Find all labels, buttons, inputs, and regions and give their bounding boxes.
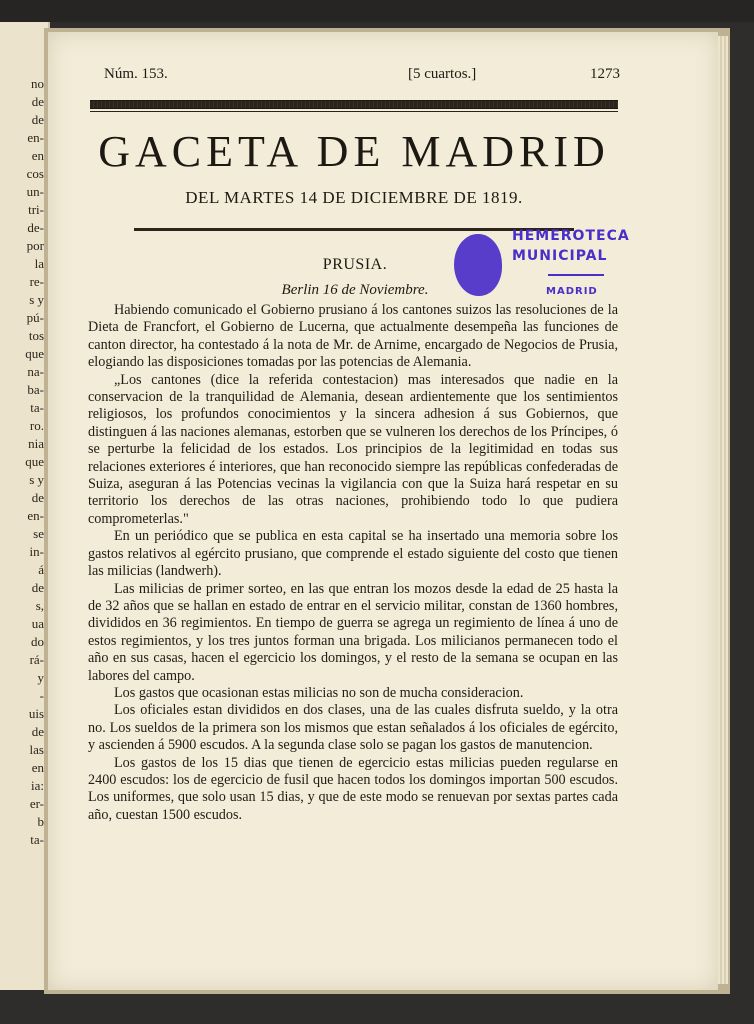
previous-page-fragment: tos [28, 328, 44, 343]
masthead-rule-thick [90, 100, 618, 109]
previous-page-fragment: uis [28, 706, 44, 721]
viewer-top-bar [0, 0, 754, 22]
previous-page-fragment: cos [26, 166, 44, 181]
stamp-bar [548, 274, 604, 276]
previous-page-edge [0, 22, 50, 990]
previous-page-fragment: ta- [30, 400, 44, 415]
article-dateline: Berlin 16 de Noviembre. [281, 282, 429, 298]
previous-page-fragment: de- [27, 220, 44, 235]
previous-page-fragment: ta- [30, 832, 44, 847]
previous-page-fragment: de [31, 112, 44, 127]
paragraph: Los gastos de los 15 dias que tienen de egercicio estas milicias pueden regularse en 2400 escudos: los de egercicio de fusil que hacen todos los domingos importan 500 escudos. Los uniformes, que solo usan 15 dias, y que de este modo se renuevan por sextas partes cada año, cuestan 1500 escudos. [88, 754, 618, 823]
paragraph: Los oficiales estan divididos en dos clases, una de las cuales disfruta sueldo, y la otra no. Los sueldos de la primera son los mismos que estan señalados á los oficiales de egército, y ascienden á 5900 escudos. A la segunda clase solo se pagan los gastos de manutencion. [88, 702, 618, 754]
previous-page-fragment: s y [29, 472, 44, 487]
previous-page-fragment: en- [27, 508, 44, 523]
previous-page-fragment: tri- [28, 202, 44, 217]
previous-page-fragment: no [31, 76, 44, 91]
previous-page-fragment: por [26, 238, 44, 253]
library-stamp [452, 224, 662, 302]
previous-page-fragment: do [31, 634, 44, 649]
stamp-line-2: MUNICIPAL [512, 248, 608, 264]
previous-page-fragment: rá- [29, 652, 44, 667]
previous-page-fragment: b [37, 814, 44, 829]
previous-page-fragment: ua [31, 616, 44, 631]
paragraph: Las milicias de primer sorteo, en las que entran los mozos desde la edad de 25 hasta la de 32 años que se hallan en estado de entrar en el servicio militar, constan de 1360 hombres, divididos en 36 regimientos. En tiempo de guerra se agrega un regimiento de línea á uno de estos regimientos, y los tres juntos forman una brigada. Los milicianos permanecen todo el año en sus casas, hacen el egercicio los domingos, y el resto de la semana se ocupan en las labores del campo. [88, 580, 618, 684]
article-body [88, 302, 618, 824]
previous-page-fragment: á [38, 562, 44, 577]
page-number: 1273 [590, 66, 620, 82]
dateline: DEL MARTES 14 DE DICIEMBRE DE 1819. [185, 188, 523, 207]
previous-page-fragment: - [39, 688, 44, 703]
previous-page-fragment: ro. [29, 418, 44, 433]
paragraph: „Los cantones (dice la referida contestacion) mas interesados que nadie en la conservacion de la tranquilidad de Alemania, desean ardientemente que los sentimientos religiosos, los profundos conocimientos y la sincera adhesion á sus Gobiernos, que distinguen á las naciones alemanas, estorben que se vulneren los derechos de los Príncipes, ó se perturbe la felicidad de los estados. Los principios de la legitimidad en todas sus relaciones exteriores é interiores, que han reconocido siempre las repúblicas confederadas de Suiza, aseguran á las Potencias vecinas la vigilancia con que la Suiza hará respetar en su territorio los derechos de las otras naciones, prohibiendo todo lo que pudiera comprometerlas." [88, 371, 618, 527]
previous-page-fragment: s y [29, 292, 44, 307]
previous-page-fragment: la [34, 256, 44, 271]
previous-page-fragment: nia [28, 436, 44, 451]
previous-page-fragment: en [31, 148, 44, 163]
previous-page-fragment: en- [27, 130, 44, 145]
issue-number: Núm. 153. [104, 66, 168, 82]
previous-page-fragment: s, [35, 598, 44, 613]
previous-page-fragment: de [31, 490, 44, 505]
paragraph: Habiendo comunicado el Gobierno prusiano á los cantones suizos las resoluciones de la Dieta de Francfort, el Gobierno de Lucerna, que actualmente desempeña las funciones de canton director, ha contestado á la nota de Mr. de Arnime, encargado de Negocios de Prusia, elogiando las disposiciones tomadas por las potencias de Alemania. [88, 302, 618, 371]
previous-page-fragment: un- [26, 184, 44, 199]
section-heading: PRUSIA. [322, 256, 388, 273]
page-header [104, 66, 620, 88]
previous-page-fragment: que [25, 346, 44, 361]
previous-page-fragment: se [33, 526, 44, 541]
previous-page-fragment: pú- [26, 310, 44, 325]
previous-page-fragment: y [37, 670, 44, 685]
previous-page-fragment: er- [29, 796, 44, 811]
previous-page-fragment: in- [29, 544, 44, 559]
paragraph: Los gastos que ocasionan estas milicias no son de mucha consideracion. [114, 684, 524, 701]
previous-page-fragment: las [29, 742, 44, 757]
previous-page-fragment: re- [29, 274, 44, 289]
previous-page-fragment: de [31, 724, 44, 739]
previous-page-fragment: en [31, 760, 44, 775]
stamp-line-1: HEMEROTECA [512, 228, 630, 244]
previous-page-fragment: na- [27, 364, 44, 379]
newspaper-title: GACETA DE MADRID [98, 127, 610, 176]
stamp-line-3: MADRID [546, 286, 598, 297]
masthead-rule-thin [90, 111, 618, 112]
price: [5 cuartos.] [408, 66, 477, 82]
previous-page-fragment: de [31, 580, 44, 595]
previous-page-fragment: que [25, 454, 44, 469]
previous-page-fragment: ia: [31, 778, 44, 793]
paragraph: En un periódico que se publica en esta capital se ha insertado una memoria sobre los gastos relativos al egército prusiano, que comprende el estado siguiente del costo que tienen las milicias (landwerh). [88, 528, 618, 580]
previous-page-fragment: de [31, 94, 44, 109]
previous-page-fragment: ba- [27, 382, 44, 397]
